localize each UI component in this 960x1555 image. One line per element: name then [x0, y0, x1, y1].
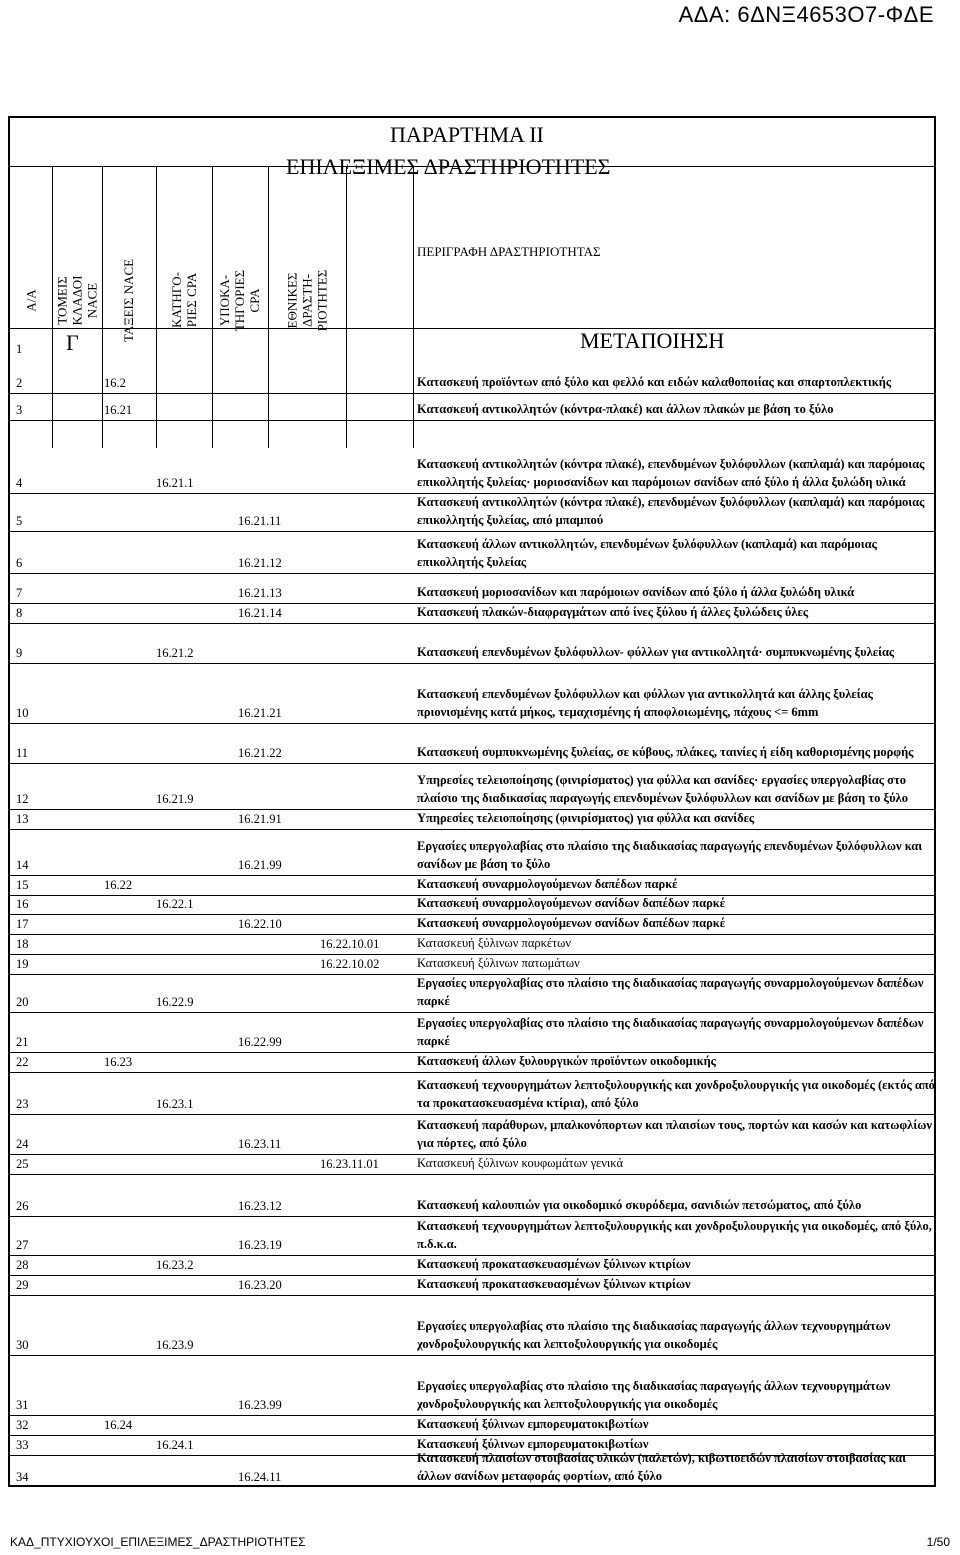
row-description: Κατασκευή άλλων αντικολλητών, επενδυμένων ξυλόφυλλων (καπλαμά) και παρόμοιας επικολλητής ξυλείας: [417, 537, 877, 569]
row-code: 16.22: [104, 878, 133, 892]
row-code: 16.23.1: [156, 1097, 194, 1111]
table-row: [10, 1175, 936, 1217]
row-number: 33: [16, 1438, 29, 1452]
table-row: [10, 421, 936, 494]
row-number: 19: [16, 957, 29, 971]
table-row: [10, 532, 936, 574]
row-code: 16.23.99: [238, 1398, 282, 1412]
row-number: 18: [16, 937, 29, 951]
row-code: 16.22.9: [156, 995, 194, 1009]
row-number: 24: [16, 1137, 29, 1151]
row-number: 32: [16, 1418, 29, 1432]
table-row: [10, 1217, 936, 1256]
row-code: 16.21.22: [238, 746, 282, 760]
row-description: Εργασίες υπεργολαβίας στο πλαίσιο της διαδικασίας παραγωγής συναρμολογούμενων δαπέδων παρκέ: [417, 1016, 924, 1048]
sector-letter: Γ: [66, 330, 79, 355]
row-description: Κατασκευή ξύλινων πατωμάτων: [417, 956, 580, 970]
table-row: [10, 915, 936, 935]
footer-page: 1/50: [926, 1535, 950, 1549]
row-description: Κατασκευή συναρμολογούμενων σανίδων δαπέδων παρκέ: [417, 916, 726, 930]
row-number: 13: [16, 812, 29, 826]
table-row: [10, 830, 936, 876]
row-description: Κατασκευή προκατασκευασμένων ξύλινων κτιρίων: [417, 1277, 691, 1291]
row-number: 6: [16, 556, 23, 570]
row-number: 3: [16, 403, 23, 417]
table-row: [10, 1256, 936, 1276]
row-code: 16.21.14: [238, 606, 282, 620]
table-row: [10, 935, 936, 955]
row-description: Κατασκευή άλλων ξυλουργικών προϊόντων οικοδομικής: [417, 1054, 716, 1068]
row-description: Κατασκευή τεχνουργημάτων λεπτοξυλουργικής και χονδροξυλουργικής για οικοδομές, από ξύλο, π.δ.κ.α.: [417, 1219, 932, 1251]
row-number: 22: [16, 1055, 29, 1069]
row-number: 14: [16, 858, 29, 872]
row-description: Κατασκευή επενδυμένων ξυλόφυλλων και φύλλων για αντικολλητά και άλλης ξυλείας πριονισμένης κατά μήκος, τεμαχισμένης ή αποφλοιωμένης, πάχους <= 6mm: [417, 687, 873, 719]
table-row: [10, 876, 936, 896]
row-code: 16.22.10.01: [320, 937, 380, 951]
row-code: 16.21.99: [238, 858, 282, 872]
table-row: [10, 1356, 936, 1416]
row-description: Κατασκευή τεχνουργημάτων λεπτοξυλουργικής και χονδροξυλουργικής για οικοδομές (εκτός από τα προκατασκευασμένα κτίρια), από ξύλο: [417, 1078, 935, 1110]
table-row: [10, 1416, 936, 1436]
row-code: 16.23.20: [238, 1278, 282, 1292]
row-code: 16.22.10: [238, 917, 282, 931]
row-number: 17: [16, 917, 29, 931]
annex-table: [8, 116, 936, 1487]
row-description: Υπηρεσίες τελειοποίησης (φινιρίσματος) για φύλλα και σανίδες: [417, 811, 755, 825]
row-description: Κατασκευή ξύλινων κουφωμάτων γενικά: [417, 1156, 624, 1170]
table-row: [10, 896, 936, 915]
row-description: Κατασκευή πλακών-διαφραγμάτων από ίνες ξύλου ή άλλες ξυλώδεις ύλες: [417, 605, 809, 619]
row-description: Κατασκευή προϊόντων από ξύλο και φελλό και ειδών καλαθοποιίας και σπαρτοπλεκτικής: [417, 375, 892, 389]
row-code: 16.21.13: [238, 586, 282, 600]
header-categories: ΚΑΤΗΓΟ-ΡΙΕΣ CPA: [169, 272, 199, 328]
row-number: 16: [16, 897, 29, 911]
row-code: 16.21.11: [238, 514, 282, 528]
row-number: 23: [16, 1097, 29, 1111]
row-code: 16.22.99: [238, 1035, 282, 1049]
row-number: 28: [16, 1258, 29, 1272]
row-number: 9: [16, 646, 23, 660]
table-row: [10, 624, 936, 664]
table-row: [10, 394, 936, 421]
row-description: Εργασίες υπεργολαβίας στο πλαίσιο της διαδικασίας παραγωγής επενδυμένων ξυλόφυλλων και σανίδων με βάση το ξύλο: [417, 839, 923, 871]
row-description: Υπηρεσίες τελειοποίησης (φινιρίσματος) για φύλλα και σανίδες· εργασίες υπεργολαβίας στο πλαίσιο της διαδικασίας παραγωγής επενδυμένων ξυλόφυλλων και σανίδων με βάση το ξύλο: [417, 773, 908, 805]
table-row: [10, 1073, 936, 1115]
row-number: 26: [16, 1199, 29, 1213]
row-number: 10: [16, 706, 29, 720]
table-row: [10, 374, 936, 394]
row-number: 7: [16, 586, 23, 600]
row-number: 4: [16, 476, 23, 490]
row-number: 30: [16, 1338, 29, 1352]
table-row: [10, 724, 936, 764]
header-bottom-rule: [10, 328, 934, 329]
row-description: Κατασκευή προκατασκευασμένων ξύλινων κτιρίων: [417, 1257, 691, 1271]
table-row: [10, 1013, 936, 1053]
table-row: [10, 1115, 936, 1155]
row-number: 34: [16, 1470, 29, 1484]
row-number: 29: [16, 1278, 29, 1292]
row-description: Κατασκευή συμπυκνωμένης ξυλείας, σε κύβους, πλάκες, ταινίες ή είδη καθορισμένης μορφής: [417, 745, 914, 759]
row-description: Κατασκευή παράθυρων, μπαλκονόπορτων και πλαισίων τους, πορτών και κασών και κατωφλίων για πόρτες, από ξύλο: [417, 1118, 932, 1150]
row-description: Κατασκευή αντικολλητών (κόντρα πλακέ), επενδυμένων ξυλόφυλλων (καπλαμά) και παρόμοιας επικολλητής ξυλείας, από μπαμπού: [417, 495, 925, 527]
row-code: 16.22.1: [156, 897, 194, 911]
row-code: 16.23.9: [156, 1338, 194, 1352]
row-number: 11: [16, 746, 29, 760]
row-code: 16.22.10.02: [320, 957, 380, 971]
row-code: 16.23: [104, 1055, 133, 1069]
sector-num: 1: [16, 342, 23, 356]
header-description: ΠΕΡΙΓΡΑΦΗ ΔΡΑΣΤΗΡΙΟΤΗΤΑΣ: [417, 244, 601, 259]
row-code: 16.2: [104, 376, 126, 390]
row-code: 16.21.9: [156, 792, 194, 806]
row-number: 2: [16, 376, 23, 390]
header-sectors: ΤΟΜΕΙΣ ΚΛΑΔΟΙ NACE: [54, 274, 100, 326]
row-code: 16.21.2: [156, 646, 194, 660]
header-classes: ΤΑΞΕΙΣ NACE: [121, 258, 137, 342]
row-code: 16.23.12: [238, 1199, 282, 1213]
row-number: 31: [16, 1398, 29, 1412]
row-code: 16.21.12: [238, 556, 282, 570]
footer-filename: ΚΑΔ_ΠΤΥΧΙΟΥΧΟΙ_ΕΠΙΛΕΞΙΜΕΣ_ΔΡΑΣΤΗΡΙΟΤΗΤΕΣ: [10, 1535, 306, 1549]
table-row: [10, 494, 936, 532]
row-number: 21: [16, 1035, 29, 1049]
row-code: 16.24.11: [238, 1470, 282, 1484]
row-number: 8: [16, 606, 23, 620]
row-description: Κατασκευή μοριοσανίδων και παρόμοιων σανίδων από ξύλο ή άλλα ξυλώδη υλικά: [417, 585, 855, 599]
row-code: 16.24.1: [156, 1438, 194, 1452]
annex-title: ΠΑΡΑΡΤΗΜΑ ΙΙ: [390, 122, 544, 147]
table-row: [10, 664, 936, 724]
row-number: 27: [16, 1238, 29, 1252]
row-code: 16.21.1: [156, 476, 194, 490]
row-description: Κατασκευή συναρμολογούμενων δαπέδων παρκέ: [417, 877, 678, 891]
row-number: 12: [16, 792, 29, 806]
row-number: 15: [16, 878, 29, 892]
row-description: Κατασκευή συναρμολογούμενων σανίδων δαπέδων παρκέ: [417, 896, 726, 910]
header-subcategories: ΥΠΟΚΑ-ΤΗΓΟΡΙΕΣ CPA: [217, 269, 263, 331]
table-row: [10, 1053, 936, 1073]
sector-title: ΜΕΤΑΠΟΙΗΣΗ: [580, 328, 725, 353]
row-description: Κατασκευή επενδυμένων ξυλόφυλλων- φύλλων για αντικολλητά· συμπυκνωμένης ξυλείας: [417, 645, 895, 659]
row-code: 16.23.11: [238, 1137, 282, 1151]
row-number: 25: [16, 1157, 29, 1171]
row-description: Εργασίες υπεργολαβίας στο πλαίσιο της διαδικασίας παραγωγής συναρμολογούμενων δαπέδων παρκέ: [417, 976, 924, 1008]
row-description: Κατασκευή ξύλινων εμπορευματοκιβωτίων: [417, 1417, 649, 1431]
row-number: 5: [16, 514, 23, 528]
row-code: 16.21: [104, 403, 133, 417]
annex-subtitle: ΕΠΙΛΕΞΙΜΕΣ ΔΡΑΣΤΗΡΙΟΤΗΤΕΣ: [286, 154, 611, 179]
row-code: 16.23.11.01: [320, 1157, 379, 1171]
table-row: [10, 604, 936, 624]
row-description: Κατασκευή πλαισίων στοιβασίας υλικών (παλετών), κιβωτιοειδών πλαισίων στοιβασίας και άλλων σανίδων μεταφοράς φορτίων, από ξύλο: [417, 1451, 907, 1483]
row-description: Κατασκευή ξύλινων εμπορευματοκιβωτίων: [417, 1437, 649, 1451]
table-row: [10, 1276, 936, 1296]
table-row: [10, 574, 936, 604]
row-code: 16.21.91: [238, 812, 282, 826]
row-description: Κατασκευή καλουπιών για οικοδομικό σκυρόδεμα, σανιδιών πετσώματος, από ξύλο: [417, 1198, 862, 1212]
row-code: 16.21.21: [238, 706, 282, 720]
row-number: 20: [16, 995, 29, 1009]
table-row: [10, 810, 936, 830]
row-code: 16.23.2: [156, 1258, 194, 1272]
table-row: [10, 1155, 936, 1175]
row-description: Κατασκευή αντικολλητών (κόντρα πλακέ), επενδυμένων ξυλόφυλλων (καπλαμά) και παρόμοιας επικολλητής ξυλείας· μοριοσανίδων και παρόμοιων σανίδων από ξύλο ή άλλα ξυλώδη υλικά: [417, 457, 925, 489]
table-row: [10, 1296, 936, 1356]
row-description: Εργασίες υπεργολαβίας στο πλαίσιο της διαδικασίας παραγωγής άλλων τεχνουργημάτων χονδροξυλουργικής και λεπτοξυλουργικής για οικοδομές: [417, 1379, 891, 1411]
row-description: Κατασκευή αντικολλητών (κόντρα-πλακέ) και άλλων πλακών με βάση το ξύλο: [417, 402, 834, 416]
row-code: 16.23.19: [238, 1238, 282, 1252]
row-description: Εργασίες υπεργολαβίας στο πλαίσιο της διαδικασίας παραγωγής άλλων τεχνουργημάτων χονδροξυλουργικής και λεπτοξυλουργικής για οικοδομές: [417, 1319, 891, 1351]
table-row: [10, 975, 936, 1013]
table-row: [10, 1451, 936, 1488]
ada-code: ΑΔΑ: 6ΔΝΞ4653Ο7-ΦΔΕ: [678, 2, 934, 27]
row-code: 16.24: [104, 1418, 133, 1432]
table-row: [10, 955, 936, 975]
header-aa: Α/Α: [23, 288, 39, 312]
header-national: ΕΘΝΙΚΕΣ ΔΡΑΣΤΗ-ΡΙΟΤΗΤΕΣ: [284, 269, 330, 331]
row-description: Κατασκευή ξύλινων παρκέτων: [417, 936, 572, 950]
table-row: [10, 764, 936, 810]
